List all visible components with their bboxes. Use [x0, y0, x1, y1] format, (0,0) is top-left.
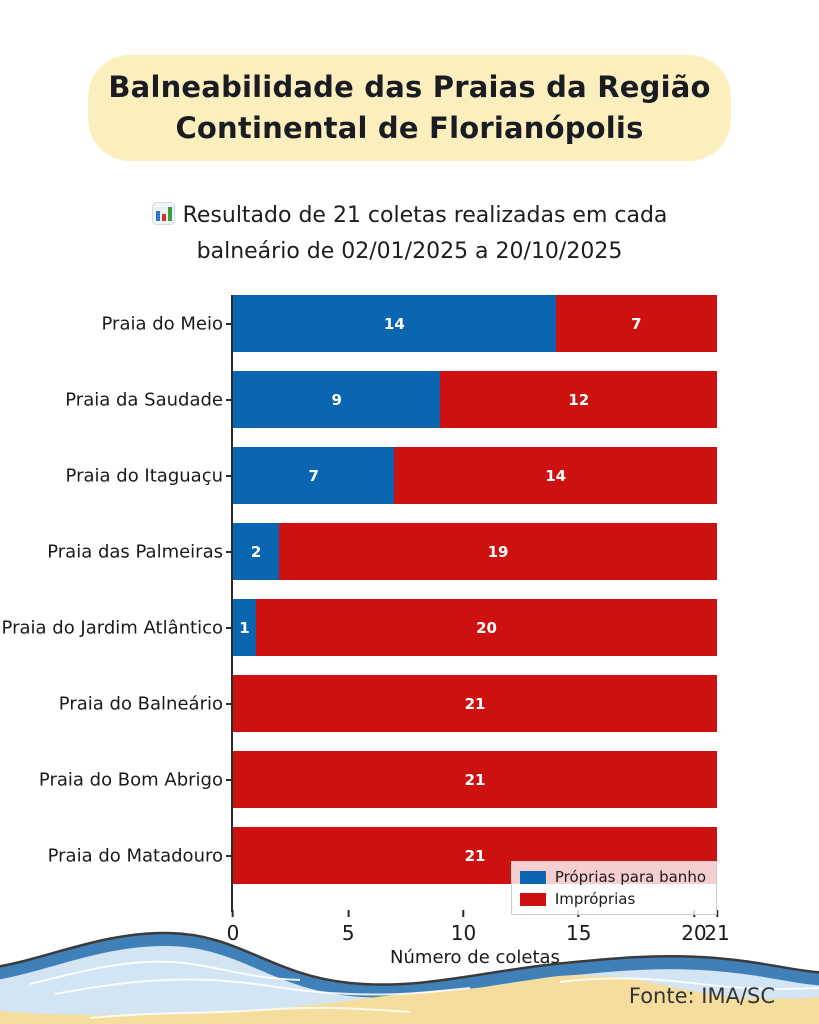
y-tick-mark	[226, 475, 231, 477]
legend	[511, 861, 717, 915]
y-tick-mark	[226, 703, 231, 705]
bar-value-label: 7	[308, 466, 319, 485]
bar-value-label: 14	[383, 314, 405, 333]
category-label: Praia da Saudade	[65, 389, 223, 410]
bar-value-label: 12	[568, 390, 590, 409]
chart-rows	[1, 295, 717, 884]
bar-value-label: 9	[331, 390, 342, 409]
y-tick-mark	[226, 855, 231, 857]
y-tick-mark	[226, 399, 231, 401]
x-tick-label: 20	[681, 921, 707, 945]
bar-segment	[233, 751, 717, 808]
bar-stack	[233, 295, 717, 352]
bar-segment	[233, 523, 279, 580]
bar-value-label: 14	[545, 466, 567, 485]
bar-value-label: 1	[239, 618, 250, 637]
chart-row	[1, 599, 717, 656]
legend-item	[520, 890, 706, 908]
subtitle-line1: Resultado de 21 coletas realizadas em cada	[182, 203, 668, 228]
bar-segment	[279, 523, 717, 580]
chart-row	[101, 295, 717, 352]
bar-value-label: 21	[464, 770, 486, 789]
category-label: Praia das Palmeiras	[47, 541, 223, 562]
x-tick-mark	[347, 910, 349, 917]
x-axis-label: Número de coletas	[390, 947, 560, 968]
bar-segment	[233, 295, 556, 352]
page-title-line2: Continental de Florianópolis	[175, 111, 644, 145]
bar-chart-icon	[152, 202, 175, 235]
bar-segment	[233, 675, 717, 732]
bar-segment	[394, 447, 717, 504]
x-tick-label: 5	[341, 921, 355, 945]
chart-row	[38, 751, 717, 808]
legend-item	[520, 868, 706, 886]
category-label: Praia do Matadouro	[47, 845, 223, 866]
category-label: Praia do Jardim Atlântico	[1, 617, 223, 638]
bar-stack	[233, 523, 717, 580]
bar-stack	[233, 599, 717, 656]
category-label: Praia do Bom Abrigo	[38, 769, 223, 790]
bar-value-label: 19	[487, 542, 509, 561]
category-label: Praia do Itaguaçu	[65, 465, 223, 486]
x-tick-mark	[232, 910, 234, 917]
bar-segment	[233, 447, 394, 504]
y-tick-mark	[226, 627, 231, 629]
chart-subtitle	[0, 199, 819, 268]
chart-row	[58, 675, 717, 732]
bar-value-label: 7	[631, 314, 642, 333]
category-label: Praia do Balneário	[58, 693, 223, 714]
bar-stack	[233, 751, 717, 808]
x-tick-label: 10	[450, 921, 477, 945]
bar-segment	[233, 599, 256, 656]
bar-stack	[233, 675, 717, 732]
bar-segment	[440, 371, 717, 428]
category-label: Praia do Meio	[101, 313, 223, 334]
bar-value-label: 21	[464, 846, 486, 865]
page-title-line1: Balneabilidade das Praias da Região	[108, 69, 711, 104]
bar-stack	[233, 371, 717, 428]
x-tick-label: 0	[226, 921, 240, 945]
bar-segment	[556, 295, 717, 352]
title-card	[88, 55, 731, 161]
bar-value-label: 21	[464, 694, 486, 713]
x-tick-label: 15	[565, 921, 592, 945]
legend-swatch	[520, 893, 546, 906]
bar-segment	[256, 599, 717, 656]
y-tick-mark	[226, 551, 231, 553]
legend-label: Impróprias	[554, 890, 636, 908]
bar-value-label: 20	[476, 618, 497, 637]
x-tick-label: 21	[704, 921, 730, 945]
chart-row	[47, 523, 717, 580]
chart-row	[65, 371, 717, 428]
beach-wave-illustration	[0, 920, 819, 1024]
source-credit: Fonte: IMA/SC	[628, 984, 775, 1008]
subtitle-line2: balneário de 02/01/2025 a 20/10/2025	[196, 239, 623, 264]
x-tick-mark	[462, 910, 464, 917]
stacked-bar-chart	[1, 295, 730, 968]
legend-swatch	[520, 871, 546, 884]
bar-segment	[233, 371, 440, 428]
bar-stack	[233, 447, 717, 504]
bar-value-label: 2	[250, 542, 262, 561]
legend-label: Próprias para banho	[554, 868, 706, 886]
y-tick-mark	[226, 323, 231, 325]
y-tick-mark	[226, 779, 231, 781]
chart-row	[65, 447, 717, 504]
